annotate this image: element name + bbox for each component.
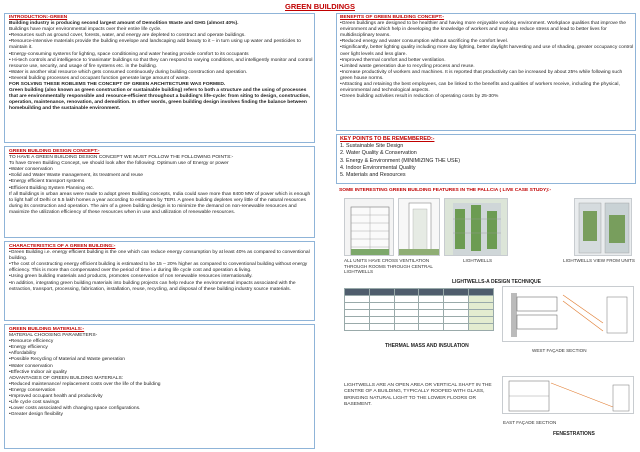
- key-point-item: 1. Sustainable Site Design: [340, 143, 404, 150]
- design-concept-line: •Solid and Water Waste management, its treatment and reuse: [9, 173, 144, 179]
- benefits-line: •Increase productivity of workers and machines. It is reported that productivity can be increased by about 25% while following such green house norms.: [340, 69, 623, 81]
- lightwells-image: [444, 198, 508, 256]
- page-title: GREEN BUILDINGS: [284, 2, 355, 11]
- key-point-item: 3. Energy & Environment (MINIMIZING THE USE): [340, 157, 461, 164]
- lightwells-exterior-drawing: [399, 199, 440, 256]
- materials-line: •Effective Indoor air quality: [9, 369, 67, 375]
- east-facade-caption: EAST FAÇADE SECTION: [503, 420, 557, 425]
- west-facade-caption: WEST FAÇADE SECTION: [532, 348, 587, 353]
- key-points-heading: KEY POINTS TO BE REMEMBERED:-: [340, 136, 435, 142]
- intro-bold-line: Green building (also known as green construction or sustainable building) refers to both a structure and the using of processes that are environmentally responsible and resource-efficient throughout a building's life-cycle: from siting to design, construction, operation, maintenance, renovation, and demolition. In other words, green building design involves finding the balance between homebuilding and the sustainable environment.: [9, 88, 310, 112]
- case-study-heading: SOME INTERESTING GREEN BUILDING FEATURES IN THE PALLCIA ( LIVE CASE STUDY):-: [339, 188, 552, 193]
- building-exterior-drawing: [345, 199, 394, 256]
- design-concept-line: •Energy efficient transport systems: [9, 179, 85, 185]
- materials-line: MATERIAL CHOOSING PARAMETERS-: [9, 333, 98, 339]
- key-point-item: 4. Indoor Environmental Quality: [340, 164, 416, 171]
- characteristics-line: •The cost of constructing energy efficient building is estimated to be 15 – 20% higher as compared to conventional building without energy efficiency. This is more than compensated over the period of time i.e during life cycle cost and operation & living.: [9, 262, 308, 274]
- benefits-line: •Green building activities result in reduction of operating costs by 25-30%: [340, 94, 499, 100]
- lightwells-view-caption: LIGHTWELLS VIEW FROM UNITS: [563, 258, 635, 263]
- intro-line: •Several building processes and occupant function generate large amount of waste.: [9, 75, 190, 81]
- benefits-line: •Improved thermal comfort and better ventilation.: [340, 57, 446, 63]
- benefits-line: •Significantly, better lighting quality including more day lighting, better daylight harvesting and use of shading, greater occupancy control over light levels and less glare.: [340, 45, 634, 57]
- benefits-heading: BENEFITS OF GREEN BUILDING CONCEPT:-: [340, 15, 445, 20]
- lightwells-view-drawing: [575, 199, 632, 256]
- materials-line: •Affordability: [9, 351, 37, 357]
- west-facade-image: [502, 286, 634, 342]
- intro-line: •Energy-consuming systems for lighting, space conditioning and water heating provide comfort to its occupants: [9, 51, 249, 57]
- materials-line: •Improved occupant health and productivity: [9, 394, 103, 400]
- key-point-item: 2. Water Quality & Conservation: [340, 150, 417, 157]
- intro-line: Building industry is producing second largest amount of Demolition Waste and GHG (almost 40%).: [9, 21, 239, 27]
- intro-line: Buildings have major environmental impacts over their entire life cycle.: [9, 27, 162, 33]
- technique-caption: LIGHTWELLS-A DESIGN TECHNIQUE: [452, 279, 541, 285]
- key-points-text: [340, 136, 634, 183]
- lightwells-caption: LIGHTWELLS: [463, 258, 493, 263]
- benefits-line: •Green buildings are designed to be healthier and having more enjoyable working environment. Workplace qualities that improve the environment and which help in developing the knowledge of workers and may also reduce stress and lead to better lives for multidisciplinary teams.: [340, 21, 626, 39]
- lightwells-exterior-image: [398, 198, 440, 256]
- characteristics-line: •Using green building materials and products, promotes conservation of non renewable resources internationally.: [9, 274, 253, 280]
- intro-line: • Hi-tech controls and intelligence to 'inanimate' buildings so that they can respond to varying conditions, and intelligently monitor and control resource use, security, and usage of fire systems etc. in the building.: [9, 57, 313, 69]
- fenestrations-caption: FENESTRATIONS: [553, 431, 595, 437]
- intro-bold-line: FOR SOLVING THESE ROBLEMS THE CONCEPT OF GREEN ARCHITECTURE WAS FORMED.: [9, 82, 226, 88]
- design-concept-text: [9, 149, 313, 237]
- benefits-line: •Limited waste generation due to recycling process and reuse.: [340, 63, 475, 69]
- materials-line: ADVANTAGES OF GREEN BUILDING MATERIALS:: [9, 375, 124, 381]
- characteristics-heading: CHARACTERISTICS OF A GREEN BUILDING:-: [9, 244, 116, 249]
- design-concept-line: •Water conservation: [9, 167, 53, 173]
- materials-line: •Lower costs associated with changing space configurations.: [9, 406, 141, 412]
- thermal-mass-table: [344, 288, 494, 341]
- building-exterior-image: [344, 198, 394, 256]
- characteristics-text: [9, 244, 313, 320]
- materials-line: •Energy efficiency: [9, 345, 48, 351]
- benefits-line: •Attracting and retaining the best employees, can be linked to the benefits and qualities of workers receive, including the physical, environmental and technological aspects.: [340, 82, 620, 94]
- thermal-caption: THERMAL MASS AND INSULATION: [385, 343, 469, 349]
- east-facade-image: [502, 376, 634, 414]
- materials-line: •Energy conservation: [9, 387, 56, 393]
- units-caption: ALL UNITS HAVE CROSS VENTILATION THROUGH ROOMS THROUGH CENTRAL LIGHTWELLS: [344, 258, 433, 275]
- benefits-text: [340, 15, 634, 129]
- lightwell-description: LIGHTWELLS ARE AN OPEN AREA OR VERTICAL SHAFT IN THE CENTRE OF A BUILDING, TYPICALLY ROOFED WITH GLASS, BRINGING NATURAL LIGHT TO THE LOWER FLOORS OR BASEMENT.: [344, 383, 492, 408]
- characteristics-line: •Green Building i.e. energy efficient building is the one which can reduce energy consumption by at least 40% as compared to conventional building.: [9, 250, 310, 262]
- design-concept-line: To have Green Building Concept, we should look after the following: Optimum use of Energy or power: [9, 161, 229, 167]
- characteristics-line: •In addition, integrating green building materials into building projects can help reduce the environmental impacts associated with the extraction, transport, processing, fabrication, installation, reuse, recycling, and disposal of these building industry source materials.: [9, 280, 296, 292]
- lightwells-drawing: [445, 199, 508, 256]
- intro-heading: INTRODUCTION:-GREEN: [9, 15, 68, 20]
- design-concept-line: TO HAVE A GREEN BUILDING DESIGN CONCEPT WE MUST FOLLOW THE FOLLOWING POINTS:-: [9, 155, 234, 161]
- intro-text: [9, 15, 313, 142]
- design-concept-line: •Efficient Building System Planning etc.: [9, 185, 95, 191]
- east-facade-drawing: [503, 377, 634, 414]
- intro-line: •Resource-intensive materials provide the building envelope and landscaping add beauty to it – in turn using up water and pesticides to maintain it.: [9, 39, 301, 51]
- materials-line: •Possible Recycling of Material and Waste generation: [9, 357, 125, 363]
- materials-text: [9, 327, 313, 448]
- materials-line: •Greater design flexibility: [9, 412, 63, 418]
- intro-line: •Water is another vital resource which gets consumed continuously during building construction and operation.: [9, 69, 248, 75]
- key-point-item: 5. Materials and Resources: [340, 172, 406, 179]
- materials-line: •Resource efficiency: [9, 339, 54, 345]
- benefits-line: •Reduced energy and water consumption without sacrificing the comfort level.: [340, 39, 509, 45]
- materials-line: •Reduced maintenance/ replacement costs over the life of the building: [9, 381, 161, 387]
- materials-line: •Life cycle cost savings: [9, 400, 60, 406]
- lightwells-view-image: [574, 198, 632, 256]
- design-concept-line: If all Buildings in urban areas were made to adopt green Building concepts, India could save more than 8400 MW of power which is enough to light half of Delhi or 5.5 lakh homes a year according to estimates by TERI. A green building depletes very little of the natural resources during its construction and operation. The aim of a green building design is to minimize the demand on non-renewable resources and maximize the utilization efficiency of these resources when in use and utilization of renewable resources.: [9, 191, 311, 215]
- materials-line: •Water conservation: [9, 363, 53, 369]
- design-concept-heading: GREEN BUILDING DESIGN CONCEPT:-: [9, 149, 100, 154]
- intro-line: •Resources such as ground cover, forests, water, and energy are depleted to construct and operate buildings.: [9, 33, 246, 39]
- materials-heading: GREEN BUILDING MATERIALS:-: [9, 327, 85, 332]
- west-facade-drawing: [503, 287, 634, 342]
